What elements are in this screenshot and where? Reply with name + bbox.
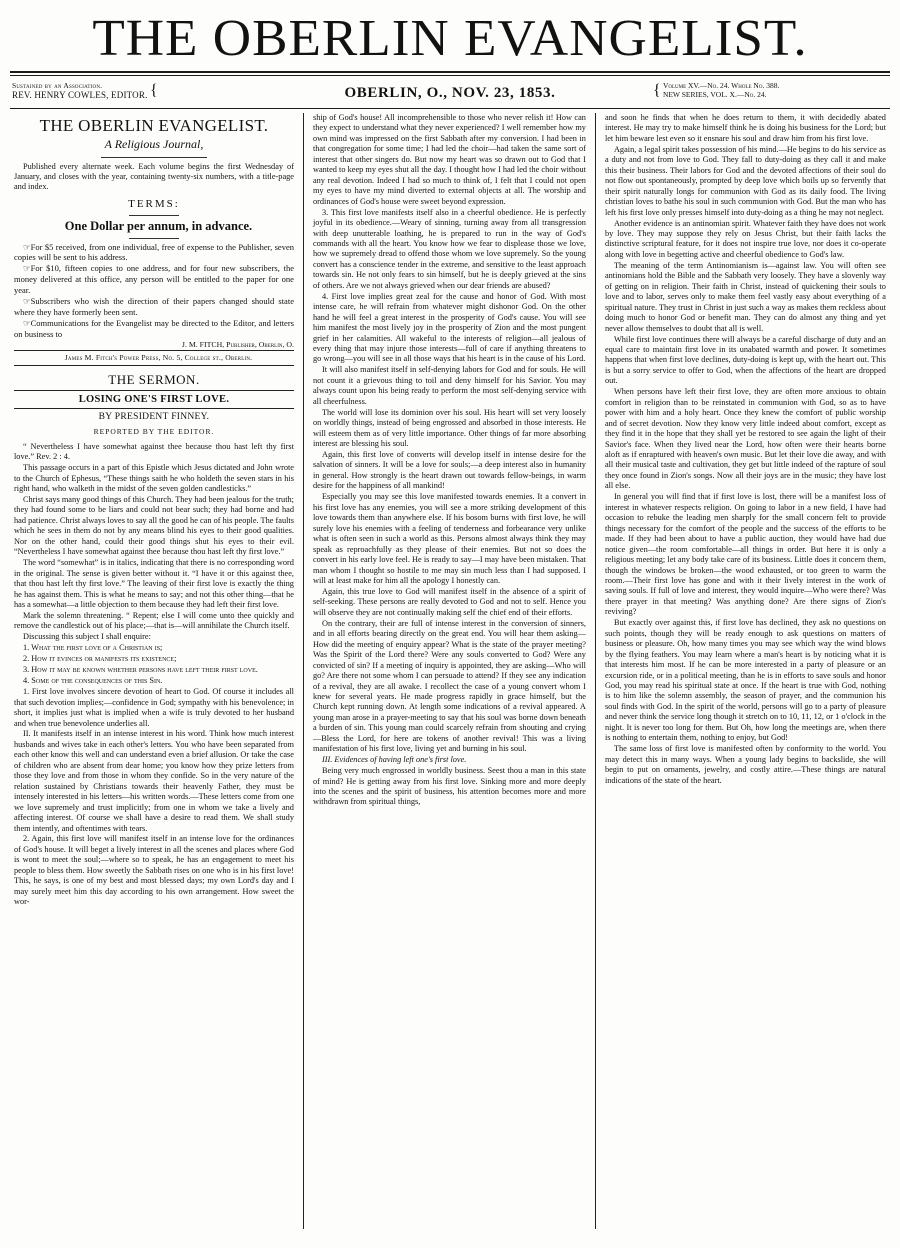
sustained-line: Sustained by an Association.: [12, 81, 103, 91]
notice-4: [14, 318, 294, 339]
editor-line: REV. HENRY COWLES, EDITOR.: [12, 90, 148, 101]
sermon-title: LOSING ONE'S FIRST LOVE.: [14, 390, 294, 409]
terms-heading: TERMS:: [128, 197, 180, 210]
masthead: [0, 0, 900, 65]
sermon-byline: BY PRESIDENT FINNEY.: [98, 412, 210, 423]
masthead-repeat-title: THE OBERLIN EVANGELIST.: [39, 116, 269, 136]
notice-1-text: For $5 received, from one individual, free of expense to the Publisher, seven copies will be sent to his address.: [14, 241, 294, 263]
column-3: [596, 113, 888, 1229]
paragraph: When persons have left their first love, they are often more anxious to obtain comfort in religion than to be reinstated in communion with God, so as to have power with him and a holy heart. Once they knew the comfort of public worship and of secret devotion. Now they know very little indeed about comfort, except as they find it in the hope that they shall yet be restored to see again the light of their Savior's face. When they lived near the Lord, how often were their hearts borne aloft as if enraptured with heaven's own music. But let their love die away, and with all their musical taste and cultivation, they get but little indeed of the rapture of soul they once found in Zion's songs. Now all their joys are in the music; they have lost all else.: [604, 387, 886, 491]
right-brace-icon: {: [653, 82, 661, 100]
pointing-hand-icon: ☞: [23, 317, 31, 328]
column-1: [12, 113, 304, 1229]
publication-intro: Published every alternate week. Each volume begins the first Wednesday of January, and closes with the year, containing twenty-six numbers, with a title-page and index.: [14, 161, 294, 192]
paragraph: On the contrary, their are full of intense interest in the conversion of sinners, and in all efforts bearing directly on the great end. You will hear them asking—How did the meeting of enquiry appear? What is the state of the prayer meeting? Was the Spirit of the Lord there? Were any souls converted to God? Were any convicted of sin? If a meeting of inquiry is appointed, they are asking—Who will go? Are there not some whom I can persuade to attend? If they see any indication of a revival, they are all awake. I recollect the case of a young convert whom I knew for several years. He made progress rapidly in grace himself, but the Church kept running down. At length some indications of a revival appeared. A young man arose in a prayer-meeting to say that his soul was borne down beneath a burden of sin. This young man could scarcely refrain from shouting and crying—Bless the Lord, for here are tokens of another revival! This was a living manifestation of his first love, living yet and burning in his soul.: [312, 618, 586, 754]
paragraph: 2. Again, this first love will manifest itself in an intense love for the ordinances of God's house. It will beget a lively interest in all the scenes and places where God is wont to meet the soul;—where so to speak, he has an engagement to meet his people to bless them. How sweetly the Sabbath rises on one who is in his first love! This, he says, is one of my best and most blessed days; my own Lord's day and I may surely meet him this day according to his own arrangement. How sweet the wor-: [14, 834, 294, 907]
issue-dateline: OBERLIN, O., NOV. 23, 1853.: [344, 85, 556, 102]
left-brace-icon: {: [150, 82, 158, 100]
paragraph: But exactly over against this, if first love has declined, they ask no questions on such points, though they will be ready enough to ask questions on matters of business or pleasure. Oh, how many times you may see which way the wind blows by the flying feathers. You may learn where a man's heart is by noticing what it is that interests him most. If he can be more interested in a party of pleasure or an excursion ride, or in a political meeting, than he is in efforts to save souls and honor God, you may read his spiritual state at once. If the heart is true with God, nothing is to him like the solemn assembly, the season of prayer, and the communion his soul finds with God. In the spirit of the world, persons will go to a party of pleasure and never think the service long though it stretch on to 10, 11, 12, or 1 o'clock in the night. It is never too long for them. But Oh, how long the meetings are, when there is nothing to entertain them, nothing to enjoy, but God!: [604, 618, 886, 743]
terms-price: One Dollar per annum, in advance.: [64, 218, 253, 233]
press-imprint: James M. Fitch's Power Press, No. 5, College st., Oberlin.: [14, 350, 294, 366]
paragraph: Another evidence is an antinomian spirit. Whatever faith they have does not work by love. They may suppose they rely on Jesus Christ, but their faith lacks the distinctive scriptural feature, for it does not inspire true love, nor does it co-operate along with love in begetting active and cheerful obedience to God's law.: [604, 218, 886, 259]
volume-line: Volume XV.—No. 24. Whole No. 388.: [662, 81, 780, 91]
notice-2-text: For $10, fifteen copies to one address, and for four new subscribers, the money delivered at this office, any person will be entitled to the paper for one year.: [14, 263, 294, 295]
publisher-signature: J. M. FITCH, Publisher, Oberlin, O.: [181, 339, 294, 349]
paragraph: 3. This first love manifests itself also in a cheerful obedience. He is perfectly joyful in its obedience.—Weary of sinning, turning away from all transgression with deep unutterable loathing, he is prepared to run in the way of God's commands with all the heart. You know how we fear to displease those we love, how we supremely dread to offend those whom we love supremely. So the young convert has a conscience tender in the extreme, and sensitive to the least approach towards sin. He not only fears to sin himself, but he is deeply grieved at the sins of others. Are we not always grieved when our dear friends are abused?: [312, 207, 586, 290]
paragraph: ship of God's house! All incomprehensible to those who never relish it! How can they expect to understand what they never experienced? I well remember how my own mind was impressed on the first Sabbath after my conversion. I had been in that congregation for some time; I had led the choir—had taken the same sort of interest that other singers do. But now my heart was so drawn out to God that I wanted to keep my eyes shut all the day. I thought how I had led the choir without any real devotion. Indeed I had so much to think of, I felt that I could not open my eyes to have my mind diverted to external objects at all. The worship and ordinances of God's house were sweet beyond expression.: [312, 113, 586, 206]
paragraph: Christ says many good things of this Church. They had been jealous for the truth; they had found some to be liars and could not bear such; they had borne and had had patience. Christ always loves to say all the good he can of his people. The faults which he sees in them do not by any means blind his eyes to their good qualities. Nor on the other hand, could their good things shut his eyes to their evil. “Nevertheless I have somewhat against thee because thou hast left thy first love.”: [14, 494, 294, 557]
paragraph: In general you will find that if first love is lost, there will be a manifest loss of interest in whatever respects religion. On going to labor in a new field, I have had occasion to rebuke the leading men sharply for the small concern felt to provide things necessary for the comfort of the people and the success of the efforts to be made. If they had been about to have a public auction, they would have had due notice given—the room comfortable—all things in order. But here it is only a religious meeting; let any body take care of its business. Little does it concern them, though the windows be broken—the wood exhausted, or too green to warm the room.—Their first love has gone and with it their lively interest in the work of saving souls. If full of love and interest, they would inquire—Who were there? Was there prayer in that meeting? Was anything done? Are there signs of Zion's reviving?: [604, 492, 886, 617]
paragraph: Again, this first love of converts will develop itself in intense desire for the salvation of sinners. It will be a love for souls;—a deep interest also in humanity in general. How strongly is the heart drawn out towards fellow-beings, in warm desire for the happiness of all mankind!: [312, 450, 586, 491]
paragraph: The same loss of first love is manifested often by conformity to the world. You may detect this in many ways. When a young lady begins to backslide, she will begin to put on ornaments, jewelry, and costly attire.—These things are natural indications of the state of the heart.: [604, 744, 886, 785]
enumerated-point: 2. How it evinces or manifests its existence;: [23, 654, 177, 664]
paragraph: Discussing this subject I shall enquire:: [23, 632, 151, 642]
paragraph: and soon he finds that when he does return to them, it with decidedly abated interest. He may try to make himself think he is doing his business for the Lord; but let him beware lest even so it ensnare his soul and draw him from his first love.: [604, 113, 886, 143]
scripture-epigraph: “ Nevertheless I have somewhat against thee because thou hast left thy first love.” Rev. 2 : 4.: [14, 441, 294, 462]
pointing-hand-icon: ☞: [23, 241, 31, 252]
enumerated-point: 4. Some of the consequences of this Sin.: [23, 676, 163, 686]
sermon-section-heading: THE SERMON.: [108, 371, 200, 387]
notice-3: [14, 296, 294, 317]
enumerated-point: 1. What the first love of a Christian is;: [23, 643, 163, 653]
newspaper-title: THE OBERLIN EVANGELIST.: [92, 10, 808, 67]
pointing-hand-icon: ☞: [23, 296, 31, 307]
paragraph: It will also manifest itself in self-denying labors for God and for souls. He will not count it a grievous thing to toil and deny himself for his Savior. You may always count upon his being ready to perform the most self-denying service with all cheerfulness.: [312, 365, 586, 406]
paragraph: Again, this true love to God will manifest itself in the absence of a spirit of self-seeking. These persons are really devoted to God and not to self. Hence you will observe they are not continually making self the chief end of their efforts.: [312, 586, 586, 617]
masthead-rule-thick: [10, 71, 890, 73]
notice-2: [14, 263, 294, 295]
sermon-reporter: REPORTED BY THE EDITOR.: [93, 427, 215, 437]
journal-subtitle: A Religious Journal,: [104, 137, 204, 152]
enumerated-point: 3. How it may be known whether persons have left their first love.: [23, 665, 258, 675]
paragraph: The world will lose its dominion over his soul. His heart will set very loosely on worldly things, instead of being engrossed and absorbed in those interests. He will esteem them as of very little importance. Other things of far more absorbing interest are blessing his soul.: [312, 407, 586, 449]
subsection-heading: III. Evidences of having left one's first love.: [321, 755, 467, 765]
paragraph: Being very much engrossed in worldly business. Seest thou a man in this state of mind? He is getting away from his first love. Sinking more and more deeply into the scenes and the spirit of business, his attention becomes more and more withdrawn from spiritual things,: [312, 766, 586, 807]
publisher-info: [12, 81, 247, 102]
paragraph: This passage occurs in a part of this Epistle which Jesus dictated and John wrote to the Church of Ephesus, “These things saith he who holdeth the seven stars in his right hand, who walketh in the midst of the seven golden candlesticks.”: [14, 463, 294, 494]
paragraph: 1. First love involves sincere devotion of heart to God. Of course it includes all that such devotion implies;—confidence in God; sympathy with his benevolence; in short, it implies just what is implied when a wife is truly devoted to her husband and when true benevolence underlies all.: [14, 687, 294, 728]
paragraph: While first love continues there will always be a careful discharge of duty and an equal care to maintain first love in its unabated warmth and power. It sometimes happens that when first love declines, duty-doing is kept up, with the heart out. This is but a sorry service to offer to God, when the affections of the heart are dropped out.: [604, 334, 886, 386]
column-2: [304, 113, 596, 1229]
notice-1: [14, 242, 294, 263]
notice-3-text: Subscribers who wish the direction of their papers changed should state where they have formerly been sent.: [14, 296, 294, 317]
pointing-hand-icon: ☞: [23, 263, 31, 274]
article-columns: [0, 109, 900, 1237]
paragraph: Especially you may see this love manifested towards enemies. It a convert in his first love has any enemies, you will see a more striking development of this love towards them than anywhere else. If his bosom burns with first love, he will surely love his enemies with a feeling of tenderness and forbearance very unlike what is often seen in such a world as this. Persons almost always think they may speak as reproachfully as they please of their enemies. But not so does the convert in his early love feel. He is ready to say—I may have been mistaken. That man whom I thought so hostile to me may sin much less than I had supposed. I will at least make for him all the apology I honestly can.: [312, 492, 586, 585]
paragraph: The word “somewhat” is in italics, indicating that there is no corresponding word in the original. The sense is given better without it. “I have it or this against thee, that thou hast left thy first love.” The leaving of their first love is exactly the thing he has against them. This is what he means to say; and not this other thing—that he has a somewhat—a little objection to them because they had left their first love.: [14, 558, 294, 610]
paragraph: The meaning of the term Antinomianism is—against law. You will often see antinomians hold the Bible and the Sabbath very loosely. They have a slovenly way of getting on in religion. Their faith in Christ, instead of quickening their souls to love and to labor, serves only to make them feel vastly easy about everything of a spiritual nature. They trust in Christ in just such a way as makes them reckless about doing much to honor God or benefit man. They can do almost any thing and yet never allow themselves to doubt that all is well.: [604, 260, 886, 333]
divider: [129, 238, 179, 239]
series-line: NEW SERIES, VOL. X.—No. 24.: [662, 90, 767, 100]
divider: [129, 215, 179, 216]
issue-numbers: [653, 81, 888, 101]
masthead-info-row: [0, 76, 900, 106]
paragraph: 4. First love implies great zeal for the cause and honor of God. With most intense care, he will refrain from whatever might dishonor God. On the other hand he will feel a great interest in the prosperity of God's cause. You will see him manifest the most lively joy in the prosperity of Zion and the most pungent grief in her calamities. All wakeful to the interests of religion—all jealous of every thing that may injure those interests—full of care if anything threatens to go wrong—you will see in all those ways that his heart is in the cause of his Lord.: [312, 291, 586, 364]
paragraph: II. It manifests itself in an intense interest in his word. Think how much interest husbands and wives take in each other's letters. You who have been separated from each other know this well and can understand even a brief allusion. Or take the case of children who are absent from dear home; you know how they prize letters from those they love and from those in whom they confide. So in the very nature of the relation sustained by Christians towards their heavenly Father, they must be intensely interested in his letters—his written words.—These letters come from one we love supremely and trust implicitly; from one in whom we take a lively and affecting interest. Of course we shall have a desire to read them. We shall study them intently, and oftentimes with tears.: [14, 729, 294, 833]
notice-4-text: Communications for the Evangelist may be directed to the Editor, and letters on business to: [14, 317, 294, 339]
paragraph: Again, a legal spirit takes possession of his mind.—He begins to do his service as a duty and not from love to God. They fall to duty-doing as they call it and make this their business. Their labors for God and the devoted affections of their soul do not flow out spontaneously, prompted by deep love which boils up so fervently that their spirit naturally longs for communion with God as its daily food. The living christian loves to bathe his soul in such communion with God. But the man who has left his first love only presses himself into duty-doing as a thing he may not neglect.: [604, 144, 886, 217]
paragraph: Mark the solemn threatening. “ Repent; else I will come unto thee quickly and remove the candlestick out of his place;—that is—will annihilate the Church itself.: [14, 610, 294, 631]
divider: [101, 157, 207, 158]
